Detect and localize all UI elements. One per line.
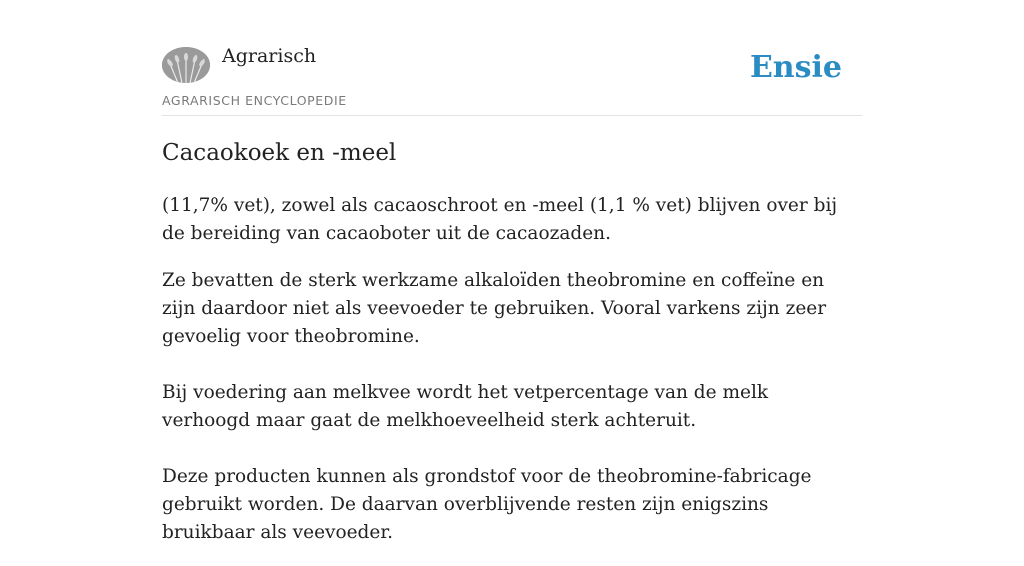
article-title: Cacaokoek en -meel [162,140,397,166]
article-paragraph: Bij voedering aan melkvee wordt het vetpercentage van de melk verhoogd maar gaat de melkhoeveelheid sterk achteruit. [162,382,769,431]
source-name[interactable]: Agrarisch [222,45,317,67]
page [162,0,862,543]
article-paragraph: Ze bevatten de sterk werkzame alkaloïden theobromine en coffeïne en zijn daardoor niet als veevoeder te gebruiken. Vooral varkens zijn zeer gevoelig voor theobromine. [162,270,827,347]
article-paragraph: Deze producten kunnen als grondstof voor de theobromine-fabricage gebruikt worden. De daarvan overblijvende resten zijn enigszins bruikbaar als veevoeder. [162,466,812,543]
article-body [162,192,862,566]
wheat-icon [162,47,210,83]
source-subtitle: AGRARISCH ENCYCLOPEDIE [162,93,347,108]
source-logo[interactable] [162,47,210,83]
brand-logo[interactable]: Ensie [749,50,842,85]
header [162,0,862,116]
article-paragraph: (11,7% vet), zowel als cacaoschroot en -meel (1,1 % vet) blijven over bij de bereiding van cacaoboter uit de cacaozaden. [162,195,838,244]
